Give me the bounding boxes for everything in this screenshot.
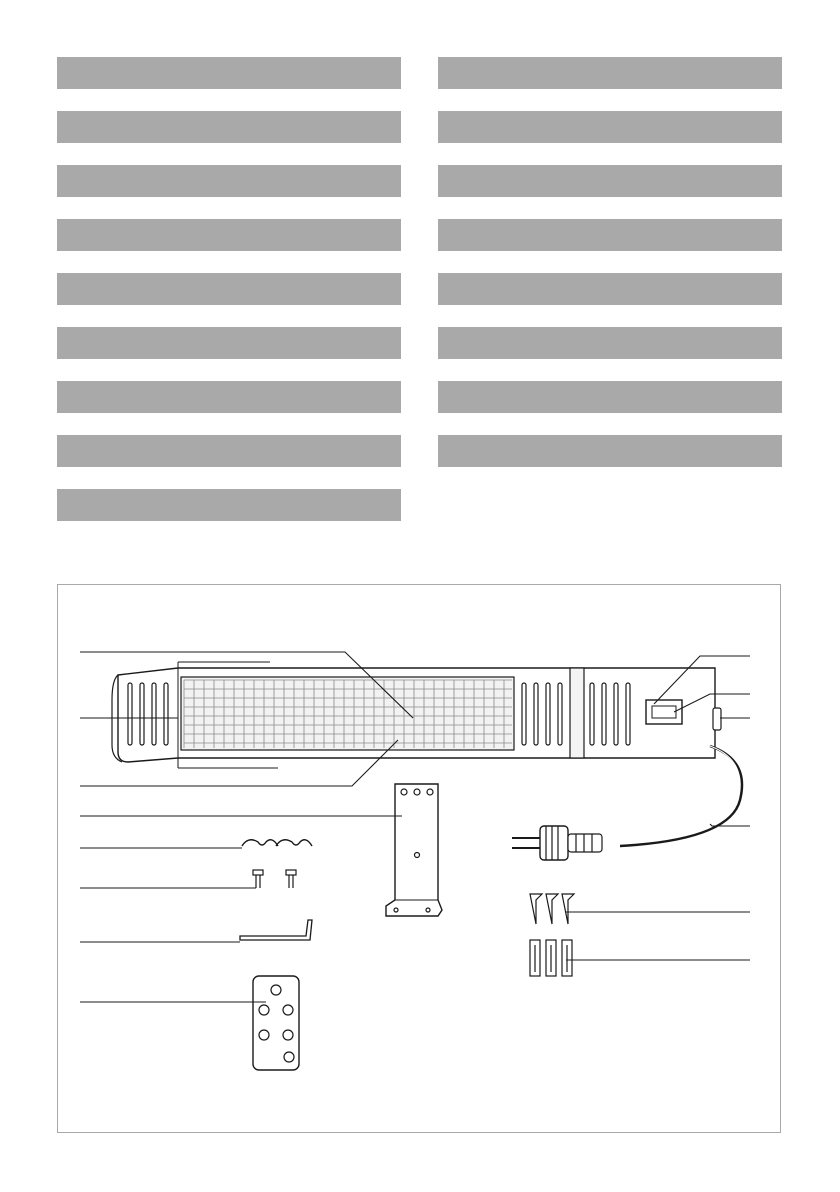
wing-nuts	[242, 840, 312, 846]
power-switch	[713, 708, 721, 730]
mounting-bracket	[386, 784, 442, 916]
wall-plugs	[530, 940, 572, 976]
bolts	[253, 870, 296, 888]
remote-control	[253, 976, 299, 1070]
screws	[530, 894, 574, 924]
band-ring	[570, 668, 584, 758]
power-cord	[620, 746, 742, 846]
heater-body	[112, 662, 721, 768]
hex-key	[240, 920, 312, 940]
plug	[512, 826, 602, 860]
